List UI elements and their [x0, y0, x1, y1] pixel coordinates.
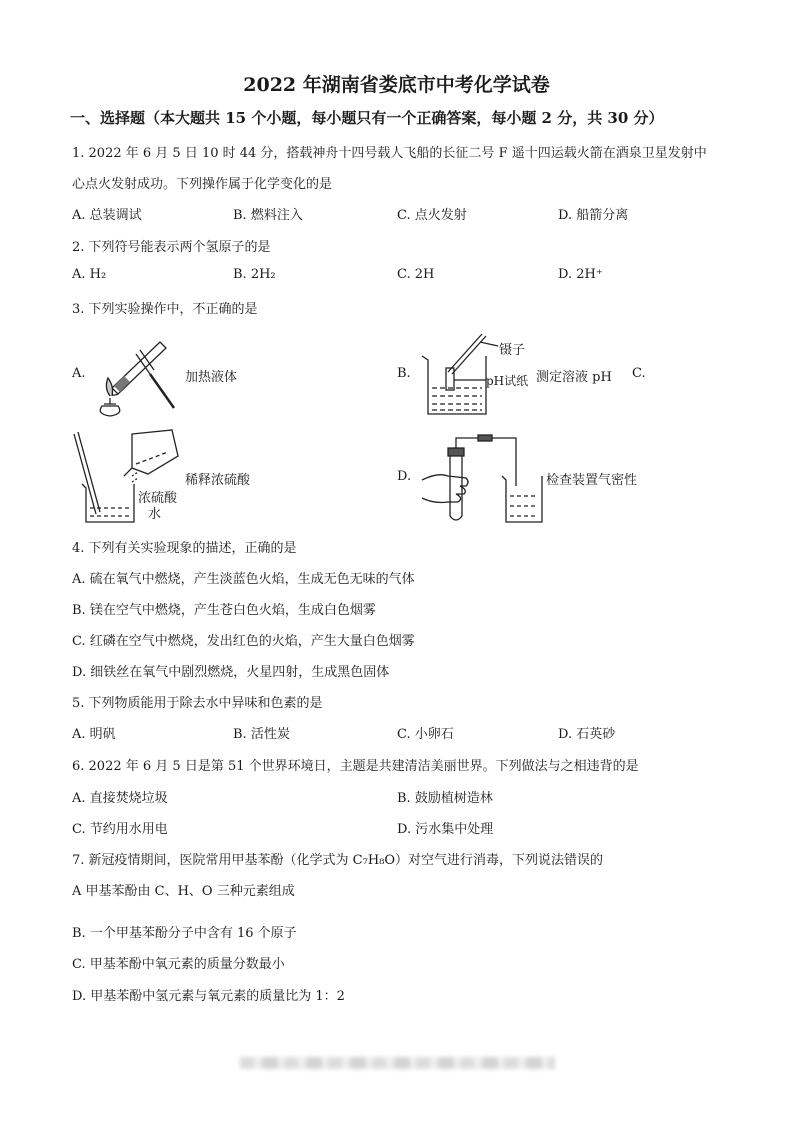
question-3-option-b-letter: B.	[397, 366, 411, 381]
question-4-option-d: D. 细铁丝在氧气中剧烈燃烧，火星四射，生成黑色固体	[72, 665, 390, 680]
question-5-option-c: C. 小卵石	[397, 727, 454, 742]
question-2-option-a: A. H₂	[72, 267, 107, 282]
question-4-stem: 4. 下列有关实验现象的描述，正确的是	[72, 541, 297, 556]
question-1-stem-line-2: 心点火发射成功。下列操作属于化学变化的是	[72, 177, 333, 192]
airtightness-figure	[420, 432, 544, 524]
section-heading: 一、选择题（本大题共 15 个小题，每小题只有一个正确答案，每小题 2 分，共 30 分）	[70, 109, 664, 127]
question-7-stem: 7. 新冠疫情期间，医院常用甲基苯酚（化学式为 C₇H₈O）对空气进行消毒，下列说法错误的	[72, 853, 604, 868]
question-2-option-d: D. 2H⁺	[558, 267, 603, 282]
question-5-option-d: D. 石英砂	[558, 727, 616, 742]
page-title: 2022 年湖南省娄底市中考化学试卷	[243, 74, 550, 96]
question-7-option-a: A 甲基苯酚由 C、H、O 三种元素组成	[72, 884, 295, 899]
question-1-option-b: B. 燃料注入	[233, 208, 303, 223]
question-6-option-c: C. 节约用水用电	[72, 822, 168, 837]
question-6-option-a: A. 直接焚烧垃圾	[72, 791, 168, 806]
question-4-option-b: B. 镁在空气中燃烧，产生苍白色火焰，生成白色烟雾	[72, 603, 376, 618]
question-4-option-a: A. 硫在氧气中燃烧，产生淡蓝色火焰，生成无色无味的气体	[72, 572, 415, 587]
concentrated-acid-label: 浓硫酸	[138, 491, 178, 506]
heating-liquid-figure	[92, 328, 178, 416]
question-6-stem: 6. 2022 年 6 月 5 日是第 51 个世界环境日，主题是共建清洁美丽世界。下列做法与之相违背的是	[72, 759, 639, 774]
question-3-option-a-letter: A.	[72, 366, 86, 381]
question-1-option-d: D. 船箭分离	[558, 208, 629, 223]
question-5-option-b: B. 活性炭	[233, 727, 290, 742]
water-label: 水	[148, 507, 162, 522]
question-5-option-a: A. 明矾	[72, 727, 116, 742]
question-6-option-b: B. 鼓励植树造林	[397, 791, 493, 806]
question-3-option-d-letter: D.	[397, 469, 412, 484]
question-7-option-d: D. 甲基苯酚中氢元素与氧元素的质量比为 1：2	[72, 989, 345, 1004]
question-6-option-d: D. 污水集中处理	[397, 822, 494, 837]
question-2-option-c: C. 2H	[397, 267, 435, 282]
question-1-option-c: C. 点火发射	[397, 208, 467, 223]
ph-paper-label: pH试纸	[486, 374, 529, 388]
question-2-stem: 2. 下列符号能表示两个氢原子的是	[72, 240, 271, 255]
question-4-option-c: C. 红磷在空气中燃烧，发出红色的火焰，产生大量白色烟雾	[72, 634, 415, 649]
question-3-option-c-letter: C.	[632, 366, 646, 381]
question-7-option-b: B. 一个甲基苯酚分子中含有 16 个原子	[72, 926, 297, 941]
blurred-footer-watermark	[240, 1057, 555, 1069]
dilute-acid-figure	[72, 428, 182, 524]
question-3-stem: 3. 下列实验操作中，不正确的是	[72, 302, 258, 317]
question-3-option-b-caption: 测定溶液 pH	[536, 370, 612, 385]
question-1-stem-line-1: 1. 2022 年 6 月 5 日 10 时 44 分，搭载神舟十四号载人飞船的长征二号 F 遥十四运载火箭在酒泉卫星发射中	[72, 146, 707, 161]
question-7-option-c: C. 甲基苯酚中氧元素的质量分数最小	[72, 957, 285, 972]
question-2-option-b: B. 2H₂	[233, 267, 276, 282]
question-3-option-a-caption: 加热液体	[185, 370, 238, 385]
question-3-option-d-caption: 检查装置气密性	[546, 473, 638, 488]
question-5-stem: 5. 下列物质能用于除去水中异味和色素的是	[72, 696, 323, 711]
question-3-option-c-caption: 稀释浓硫酸	[185, 473, 251, 488]
tweezers-label: 镊子	[499, 343, 526, 358]
question-1-option-a: A. 总装调试	[72, 208, 142, 223]
